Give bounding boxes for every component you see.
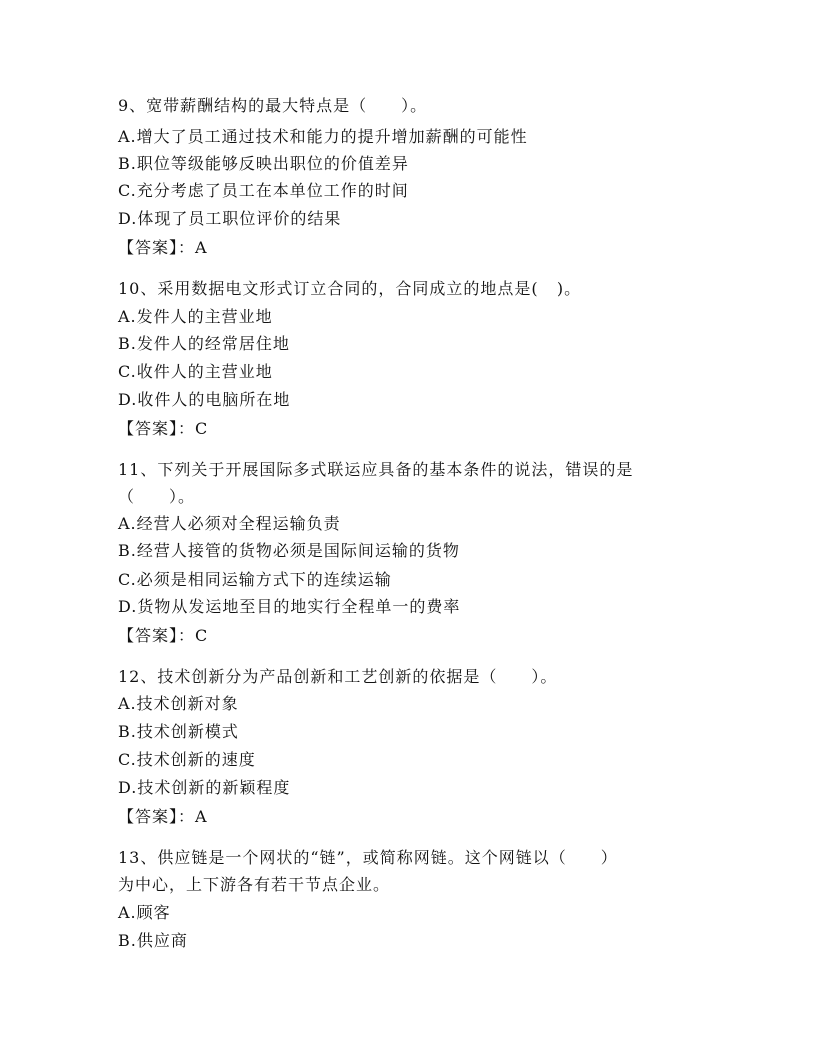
option-d: D.收件人的电脑所在地 — [118, 390, 291, 409]
option-b: B.职位等级能够反映出职位的价值差异 — [118, 154, 409, 173]
option-a: A.经营人必须对全程运输负责 — [118, 514, 341, 533]
option-c: C.必须是相同运输方式下的连续运输 — [118, 570, 392, 589]
option-b: B.发件人的经常居住地 — [118, 334, 290, 353]
option-c: C.充分考虑了员工在本单位工作的时间 — [118, 181, 409, 200]
question-stem: 11、下列关于开展国际多式联运应具备的基本条件的说法，错误的是 — [118, 460, 634, 479]
question-stem: 9、宽带薪酬结构的最大特点是（ ）。 — [118, 96, 428, 115]
answer: 【答案】：C — [118, 419, 209, 438]
option-c: C.技术创新的速度 — [118, 750, 256, 769]
option-b: B.经营人接管的货物必须是国际间运输的货物 — [118, 541, 460, 560]
option-d: D.技术创新的新颖程度 — [118, 778, 291, 797]
option-a: A.顾客 — [118, 903, 171, 922]
question-stem: 12、技术创新分为产品创新和工艺创新的依据是（ ）。 — [118, 667, 558, 686]
option-d: D.体现了员工职位评价的结果 — [118, 209, 342, 228]
option-a: A.增大了员工通过技术和能力的提升增加薪酬的可能性 — [118, 127, 528, 146]
option-b: B.供应商 — [118, 931, 188, 950]
option-a: A.技术创新对象 — [118, 694, 239, 713]
answer: 【答案】：C — [118, 626, 209, 645]
option-c: C.收件人的主营业地 — [118, 362, 273, 381]
question-stem: 13、供应链是一个网状的“链”，或简称网链。这个网链以（ ） — [118, 848, 618, 867]
option-d: D.货物从发运地至目的地实行全程单一的费率 — [118, 597, 461, 616]
question-stem-continued: （ ）。 — [118, 487, 196, 506]
option-b: B.技术创新模式 — [118, 722, 239, 741]
question-stem-continued: 为中心，上下游各有若干节点企业。 — [118, 875, 391, 894]
option-a: A.发件人的主营业地 — [118, 307, 273, 326]
answer: 【答案】：A — [118, 238, 208, 257]
answer: 【答案】：A — [118, 807, 208, 826]
question-stem: 10、采用数据电文形式订立合同的，合同成立的地点是( )。 — [118, 279, 582, 298]
